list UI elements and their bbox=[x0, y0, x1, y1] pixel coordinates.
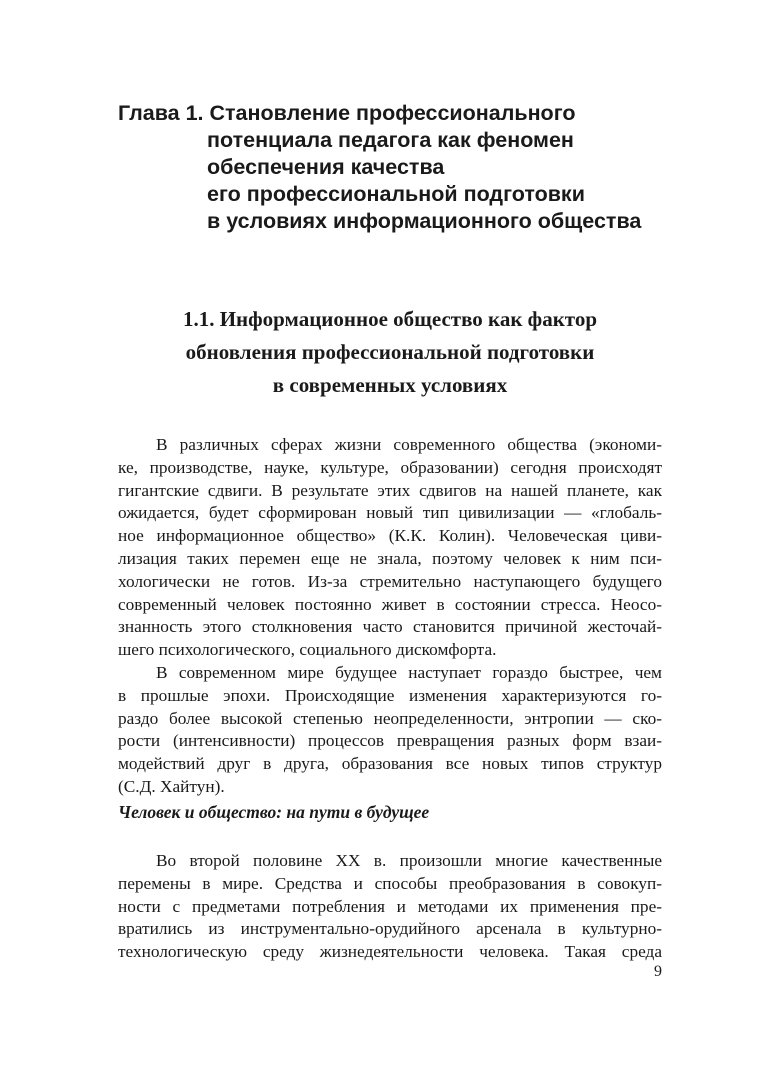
text-line: гигантские сдвиги. В результате этих сдвигов на нашей планете, как bbox=[118, 480, 662, 500]
chapter-title-line: Глава 1. Становление профессионального bbox=[118, 101, 576, 125]
page-number: 9 bbox=[654, 963, 662, 980]
text-line: ности с предметами потребления и методами их применения пре- bbox=[118, 896, 662, 916]
text-line: вратились из инструментально-орудийного арсенала в культурно- bbox=[118, 919, 662, 939]
chapter-title bbox=[118, 100, 718, 235]
text-line: хологически не готов. Из-за стремительно наступающего будущего bbox=[118, 571, 662, 591]
text-line: технологическую среду жизнедеятельности человека. Такая среда bbox=[118, 942, 662, 962]
text-line: современный человек постоянно живет в состоянии стресса. Неосо- bbox=[118, 594, 662, 614]
text-line: В различных сферах жизни современного общества (экономи- bbox=[156, 435, 662, 454]
body-paragraph-3 bbox=[118, 850, 662, 964]
text-line: ке, производстве, науке, культуре, образовании) сегодня происходят bbox=[118, 457, 662, 477]
text-line: в прошлые эпохи. Происходящие изменения характеризуются го- bbox=[118, 685, 662, 705]
text-line: В современном мире будущее наступает гораздо быстрее, чем bbox=[156, 663, 662, 682]
text-line: лизация таких перемен еще не знала, поэтому человек к ним пси- bbox=[118, 548, 662, 568]
chapter-title-line: его профессиональной подготовки bbox=[207, 182, 585, 206]
text-line: (С.Д. Хайтун). bbox=[118, 776, 225, 796]
section-title bbox=[118, 303, 662, 402]
text-line: модействий друг в друга, образования все новых типов структур bbox=[118, 754, 662, 774]
chapter-title-line: потенциала педагога как феномен bbox=[207, 128, 574, 152]
section-title-line: 1.1. Информационное общество как фактор bbox=[182, 307, 598, 331]
chapter-title-line: в условиях информационного общества bbox=[207, 209, 642, 233]
text-line: перемены в мире. Средства и способы преобразования в совокуп- bbox=[118, 873, 662, 893]
text-line: знанность этого столкновения часто становится причиной жесточай- bbox=[118, 617, 662, 637]
section-title-line: в современных условиях bbox=[272, 373, 508, 397]
text-line: ожидается, будет сформирован новый тип цивилизации — «глобаль- bbox=[118, 503, 662, 523]
subsection-heading: Человек и общество: на пути в будущее bbox=[118, 802, 430, 822]
text-line: рости (интенсивности) процессов превращения разных форм взаи- bbox=[118, 731, 662, 751]
body-paragraph-1 bbox=[118, 434, 662, 662]
text-line: Во второй половине XX в. произошли многие качественные bbox=[156, 851, 662, 870]
section-title-line: обновления профессиональной подготовки bbox=[185, 340, 595, 364]
text-line: раздо более высокой степенью неопределенности, энтропии — ско- bbox=[118, 708, 662, 728]
text-line: ное информационное общество» (К.К. Колин). Человеческая циви- bbox=[118, 526, 662, 546]
chapter-title-line: обеспечения качества bbox=[207, 155, 445, 179]
body-paragraph-2 bbox=[118, 662, 662, 799]
text-line: шего психологического, социального дискомфорта. bbox=[118, 640, 497, 660]
